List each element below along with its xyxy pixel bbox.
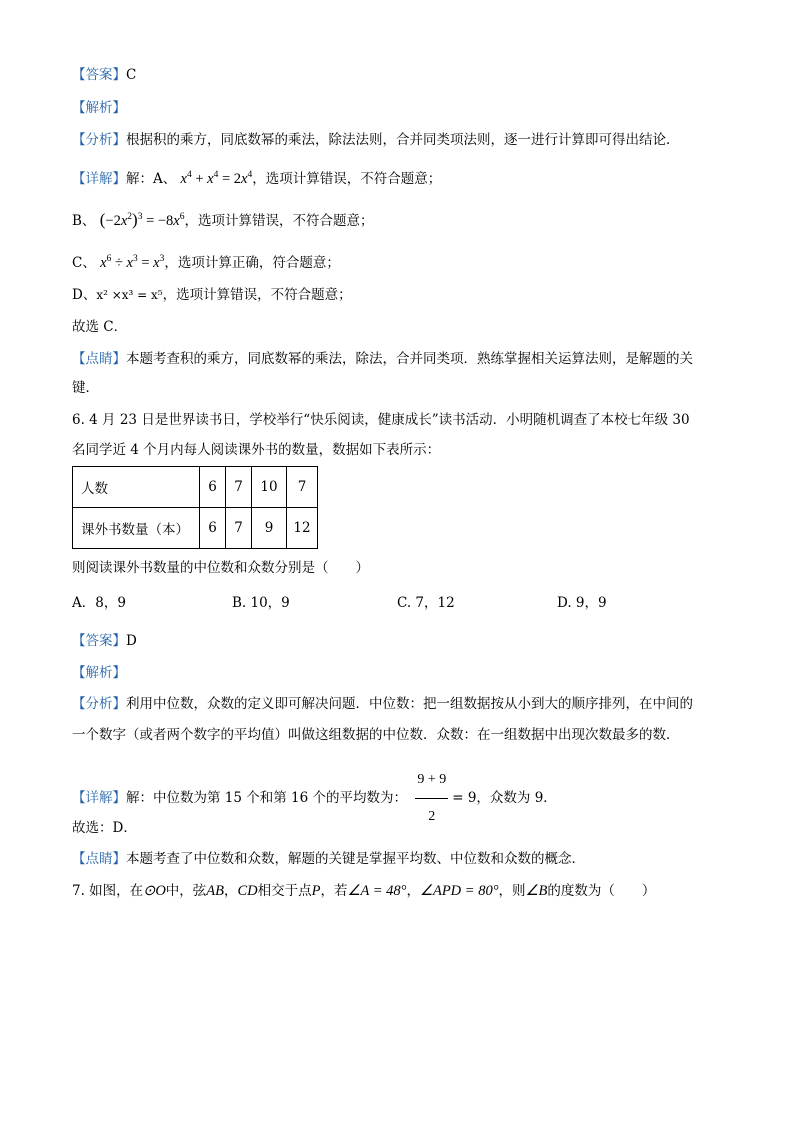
conclusion-text: 故选 C． [72, 319, 128, 335]
q5-dianjing-line-1 [72, 350, 693, 368]
table-cell: 7 [287, 467, 318, 508]
q7-stem [72, 882, 655, 900]
q5-dianjing-line-2 [72, 379, 99, 397]
dianjing-text: 本题考查了中位数和众数，解题的关键是掌握平均数、中位数和众数的概念． [126, 851, 585, 867]
q7-text: 7. 如图，在 [72, 883, 144, 899]
answer-tag: 【答案】 [72, 67, 126, 83]
table-cell: 10 [252, 467, 287, 508]
q5-conclusion [72, 318, 127, 336]
table-cell: 7 [226, 508, 252, 549]
q5-option-b-line [72, 208, 373, 230]
option-d: D. 9，9 [557, 595, 607, 611]
q5-answer-line [72, 66, 136, 84]
option-a: A．8，9 [72, 595, 126, 611]
dianjing-text: 本题考查积的乘方，同底数幂的乘法，除法，合并同类项．熟练掌握相关运算法则，是解题的关 [126, 351, 693, 367]
option-d-expression: x² ×x³ = x⁵ [96, 288, 163, 302]
xiangjie-tag: 【详解】 [72, 171, 126, 187]
conclusion-text: 故选：D． [72, 820, 137, 836]
q6-analysis-line [72, 664, 126, 682]
xiangjie-tag: 【详解】 [72, 790, 126, 806]
q7-text: ，则 [498, 883, 526, 899]
q7-text: 的度数为（ ） [547, 883, 656, 899]
q6-stem: 6. 4 月 23 日是世界读书日，学校举行“快乐阅读，健康成长”读书活动．小明随机调查了本校七年级 30 [72, 412, 690, 428]
fenxi-tag: 【分析】 [72, 132, 126, 148]
xiangjie-suffix: = 9，众数为 9． [452, 790, 557, 806]
table-row [73, 508, 318, 549]
table-cell: 9 [252, 508, 287, 549]
fraction-denominator: 2 [428, 809, 436, 824]
option-a-expression: $x^4 + x^4 = 2x^4$ [180, 170, 253, 187]
fenxi-text: 利用中位数，众数的定义即可解决问题．中位数：把一组数据按从小到大的顺序排列，在中间的 [126, 696, 693, 712]
option-b: B. 10，9 [232, 595, 290, 611]
q7-text: 中，弦 [165, 883, 207, 899]
q5-option-c-line [72, 250, 340, 272]
q6-stem-line-1 [72, 411, 690, 429]
q7-text: ， [224, 883, 238, 899]
chord-cd: CD [237, 883, 258, 899]
q6-data-table [72, 466, 318, 549]
option-b-expression: $(-2x^2)^3 = -8x^6$ [99, 210, 185, 229]
row-label-books: 课外书数量（本） [73, 508, 200, 549]
dianjing-tag: 【点睛】 [72, 851, 126, 867]
q7-text: ，若 [320, 883, 348, 899]
q6-answer-line [72, 632, 137, 650]
q5-option-d-line [72, 286, 352, 304]
chord-ab: AB [206, 883, 225, 899]
option-c-expression: $x^6 \div x^3 = x^3$ [100, 254, 165, 271]
q6-stem-line-2 [72, 441, 440, 459]
q7-text: 相交于点 [257, 883, 312, 899]
q5-analysis-line [72, 99, 126, 117]
angle-b: ∠B [525, 883, 548, 899]
option-c-prefix: C、 [72, 255, 96, 271]
angle-a: ∠A = 48° [347, 883, 407, 899]
q5-fenxi-line [72, 131, 680, 149]
q6-dianjing-line [72, 850, 585, 868]
analysis-tag: 【解析】 [72, 100, 126, 116]
fraction [415, 762, 448, 835]
option-d-prefix: D、 [72, 287, 97, 303]
q6-stem-cont: 名同学近 4 个月内每人阅读课外书的数量，数据如下表所示： [72, 442, 441, 458]
q6-fenxi-line-1 [72, 695, 693, 713]
fraction-numerator: 9 + 9 [415, 762, 448, 799]
option-a-prefix: 解：A、 [126, 171, 177, 187]
option-a-suffix: ，选项计算错误，不符合题意； [252, 171, 442, 187]
table-cell: 12 [287, 508, 318, 549]
fenxi-tag: 【分析】 [72, 696, 126, 712]
answer-value: D [126, 633, 137, 649]
option-d-suffix: ，选项计算错误，不符合题意； [162, 287, 352, 303]
analysis-tag: 【解析】 [72, 665, 126, 681]
angle-apd: ∠APD = 80° [419, 883, 499, 899]
q6-question [72, 559, 369, 577]
answer-value: C [126, 67, 137, 83]
point-p: P [311, 883, 321, 899]
table-cell: 6 [200, 508, 226, 549]
q7-text: ， [406, 883, 420, 899]
option-c-suffix: ，选项计算正确，符合题意； [164, 255, 340, 271]
table-row [73, 467, 318, 508]
q6-conclusion [72, 819, 137, 837]
xiangjie-prefix: 解：中位数为第 15 个和第 16 个的平均数为： [126, 790, 408, 806]
fenxi-text: 根据积的乘方，同底数幂的乘法，除法法则，合并同类项法则，逐一进行计算即可得出结论． [126, 132, 680, 148]
option-c: C. 7，12 [397, 595, 455, 611]
fenxi-text-cont: 一个数字（或者两个数字的平均值）叫做这组数据的中位数．众数：在一组数据中出现次数最多的数． [72, 727, 680, 743]
table-cell: 7 [226, 467, 252, 508]
dianjing-text-cont: 键． [72, 380, 99, 396]
q5-xiangjie-line [72, 166, 441, 188]
q6-xiangjie-line [72, 762, 557, 835]
option-b-prefix: B、 [72, 213, 96, 229]
option-b-suffix: ，选项计算错误，不符合题意； [184, 213, 374, 229]
row-label-people: 人数 [73, 467, 200, 508]
table-cell: 6 [200, 467, 226, 508]
dianjing-tag: 【点睛】 [72, 351, 126, 367]
q6-question-text: 则阅读课外书数量的中位数和众数分别是（ ） [72, 560, 369, 576]
circle-symbol: ⊙O [143, 883, 166, 899]
q6-fenxi-line-2 [72, 726, 680, 744]
answer-tag: 【答案】 [72, 633, 126, 649]
